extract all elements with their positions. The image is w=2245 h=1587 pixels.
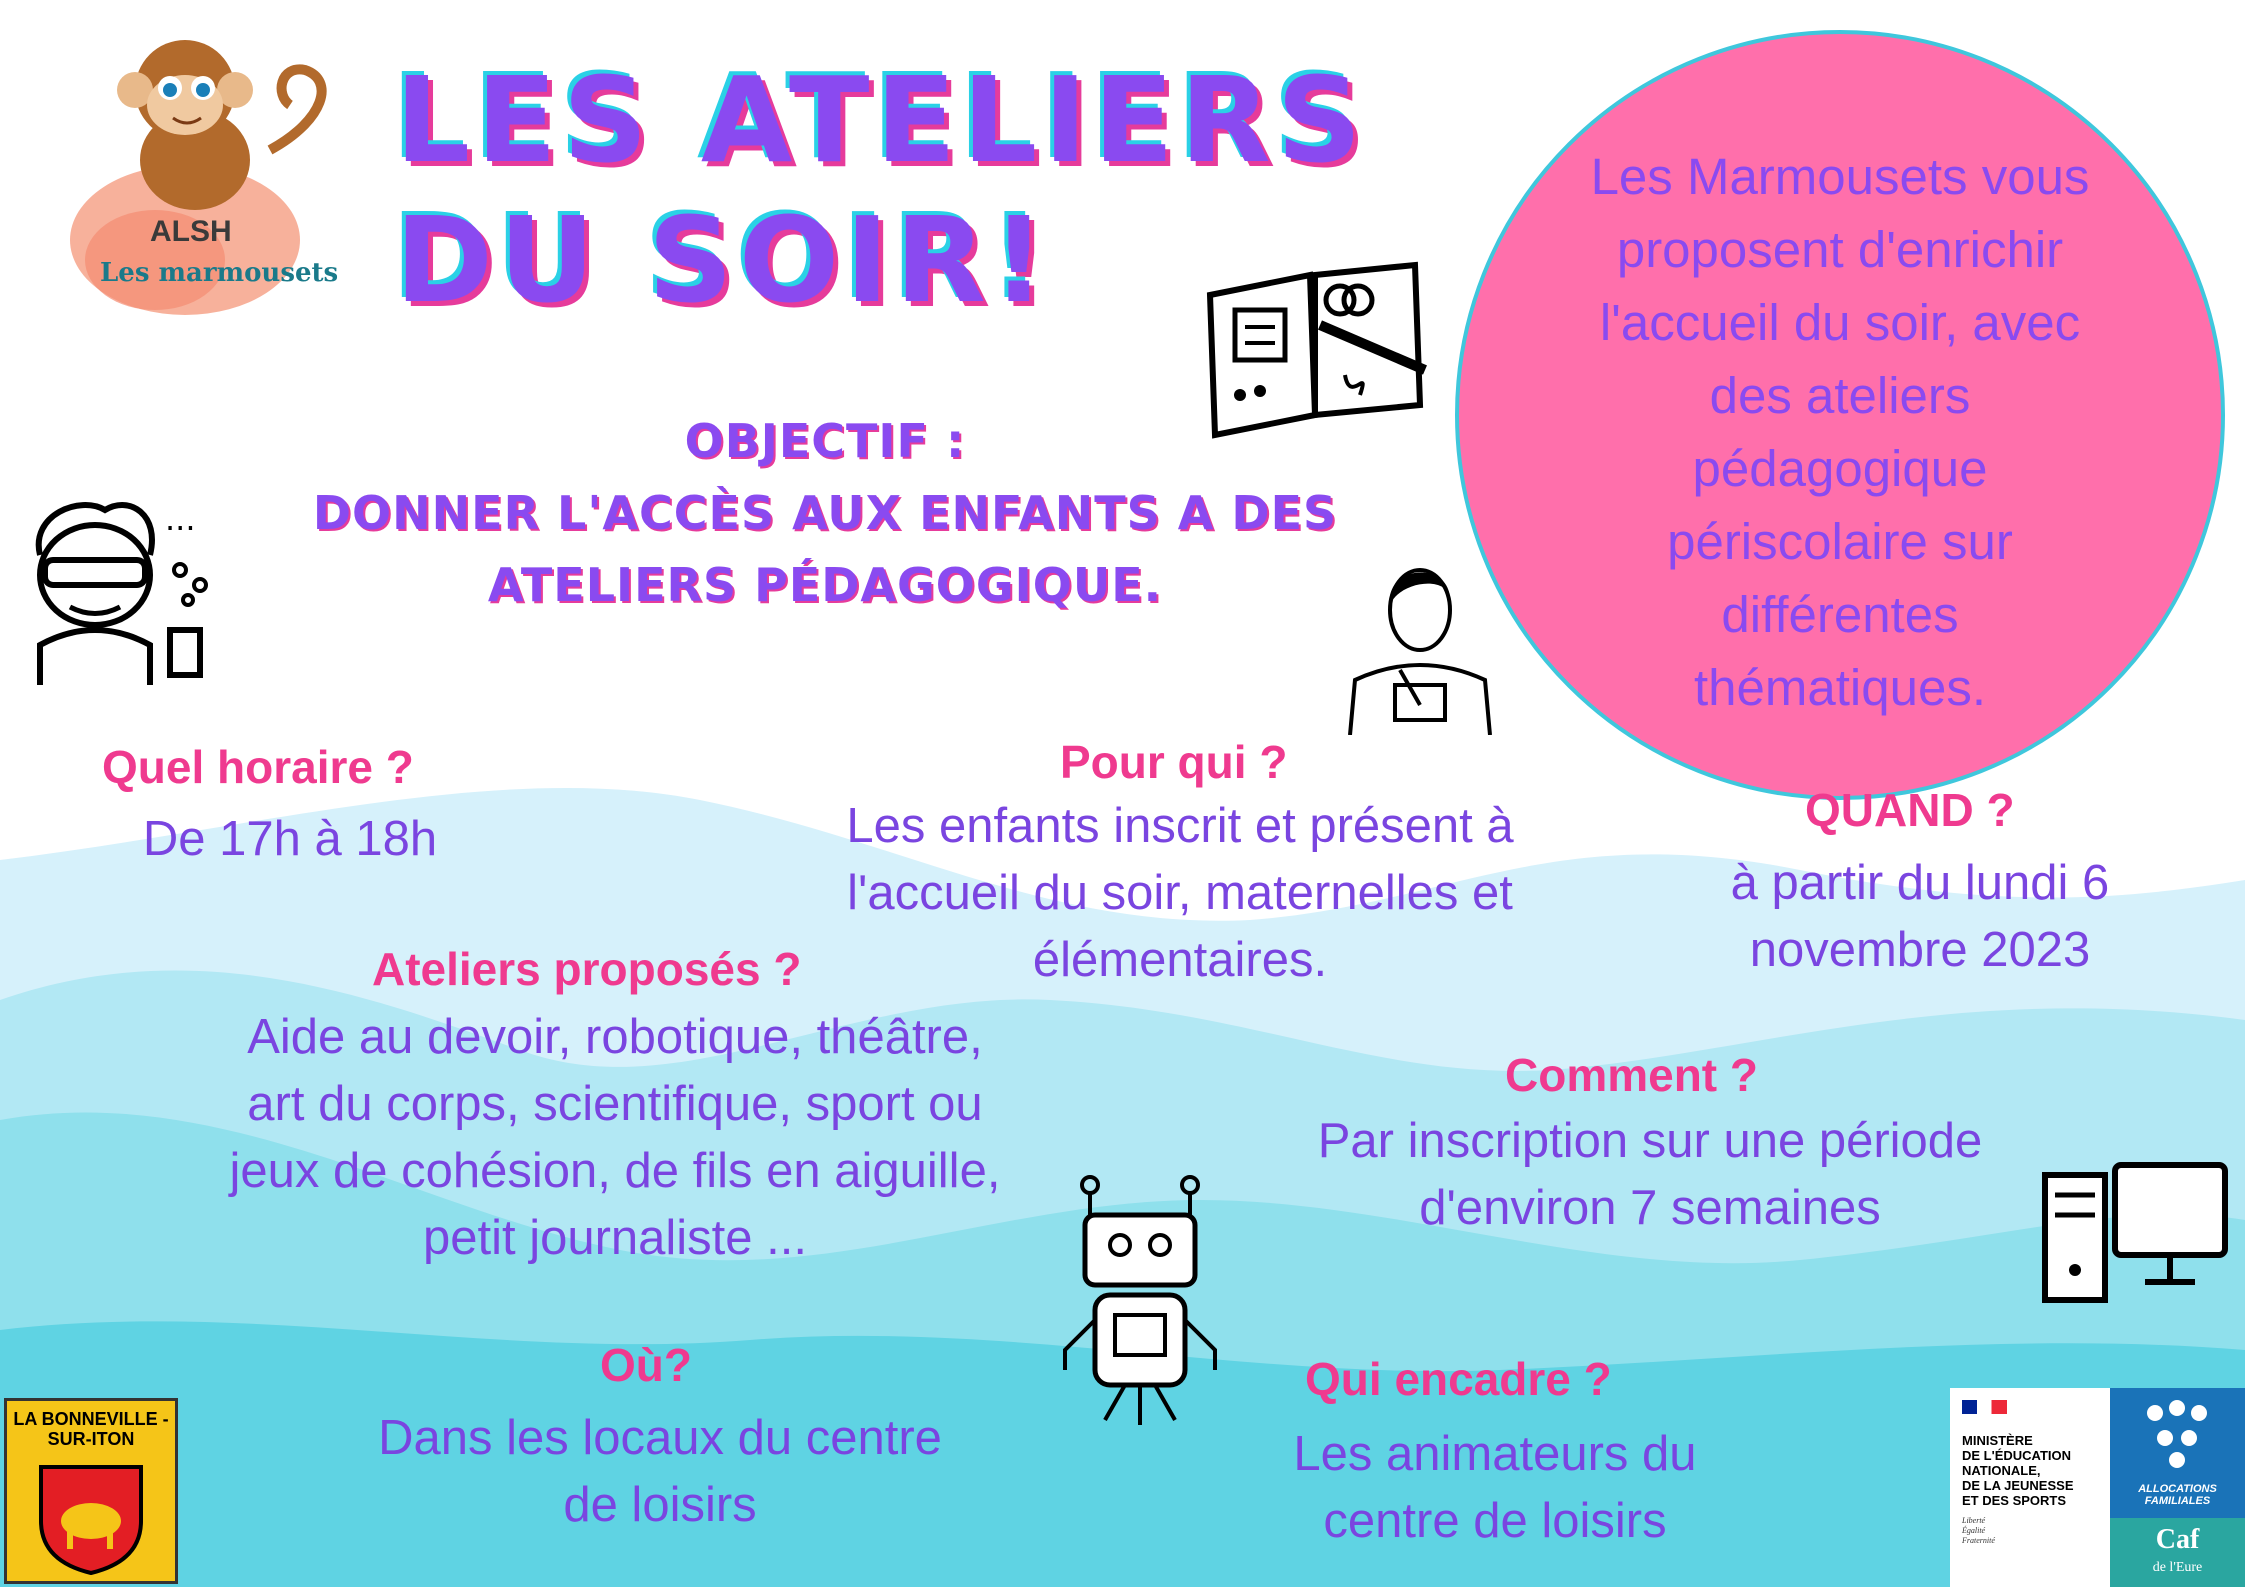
ministry-line: DE LA JEUNESSE: [1962, 1478, 2074, 1493]
quand-line: novembre 2023: [1749, 923, 2091, 977]
qui-encadre-heading: Qui encadre ?: [1305, 1353, 1612, 1405]
monkey-mascot-icon: [55, 10, 345, 340]
ateliers-line: petit journaliste ...: [422, 1211, 808, 1265]
ateliers-line: art du corps, scientifique, sport ou: [247, 1077, 983, 1131]
circle-line: périscolaire sur: [1667, 513, 2013, 570]
circle-line: différentes: [1721, 586, 1959, 643]
ou-line: de loisirs: [563, 1478, 757, 1532]
pour-qui-heading: Pour qui ?: [1060, 736, 1288, 788]
pour-qui-line: Les enfants inscrit et présent à: [846, 799, 1514, 853]
comment-line: Par inscription sur une période: [1317, 1114, 1983, 1168]
alsh-logo: [55, 10, 345, 340]
quand-line: à partir du lundi 6: [1730, 856, 2110, 910]
town-name: LA BONNEVILLE -SUR-ITON: [13, 1409, 169, 1449]
pour-qui-line: l'accueil du soir, maternelles et: [847, 866, 1513, 920]
circle-line: pédagogique: [1692, 440, 1988, 497]
circle-line: thématiques.: [1693, 659, 1986, 716]
caf-name: Caf: [2155, 1524, 2200, 1555]
circle-line: des ateliers: [1709, 367, 1971, 424]
coat-of-arms-icon: [35, 1461, 147, 1576]
alsh-label: ALSH: [150, 215, 232, 248]
french-flag-icon: [1962, 1400, 2007, 1414]
computer-icon: [2040, 1160, 2230, 1310]
qui-encadre-line: centre de loisirs: [1323, 1494, 1667, 1548]
ministry-line: MINISTÈRE: [1962, 1433, 2033, 1448]
quand-text: [1650, 850, 2190, 984]
ministry-line: ET DES SPORTS: [1962, 1493, 2067, 1508]
horaire-heading: Quel horaire ?: [102, 741, 414, 793]
caf-people-icon: [2135, 1398, 2220, 1473]
comment-line: d'environ 7 semaines: [1419, 1181, 1881, 1235]
scientist-icon: [10, 495, 210, 695]
ministry-line: NATIONALE,: [1962, 1463, 2041, 1478]
ministry-motto: [1962, 1516, 1995, 1546]
alsh-subtitle: Les marmousets: [100, 258, 339, 288]
comment-text: [1260, 1108, 2040, 1242]
qui-encadre-text: [1220, 1421, 1770, 1555]
circle-line: proposent d'enrichir: [1616, 221, 2064, 278]
motto-line: Liberté: [1962, 1516, 1986, 1525]
ateliers-heading: Ateliers proposés ?: [372, 943, 802, 995]
objectif-heading: OBJECTIF :: [684, 414, 966, 468]
robot-icon: [1055, 1170, 1230, 1435]
partners-logo: [1950, 1388, 2245, 1587]
circle-line: l'accueil du soir, avec: [1599, 294, 2081, 351]
ateliers-line: jeux de cohésion, de fils en aiguille,: [229, 1144, 1001, 1198]
ou-text: [290, 1405, 1030, 1539]
circle-line: Les Marmousets vous: [1590, 148, 2090, 205]
title-line-1: LES ATELIERS: [395, 51, 1368, 189]
ou-heading: Où?: [600, 1339, 692, 1391]
qui-encadre-line: Les animateurs du: [1293, 1427, 1697, 1481]
ou-line: Dans les locaux du centre: [378, 1411, 942, 1465]
caf-top-text: ALLOCATIONS FAMILIALES: [2138, 1483, 2217, 1507]
objectif-block: [300, 405, 1350, 621]
ministry-line: DE L'ÉDUCATION: [1962, 1448, 2072, 1463]
circle-text: [1520, 140, 2160, 724]
horaire-text: De 17h à 18h: [142, 812, 438, 866]
quand-heading: QUAND ?: [1805, 784, 2015, 836]
town-logo: [4, 1398, 178, 1584]
ateliers-text: [170, 1004, 1060, 1272]
caf-dept: de l'Eure: [2152, 1560, 2203, 1575]
objectif-line: DONNER L'ACCÈS AUX ENFANTS A DES: [312, 486, 1338, 540]
caf-logo: [2110, 1388, 2245, 1587]
motto-line: Fraternité: [1962, 1536, 1995, 1545]
pour-qui-text: [790, 793, 1570, 994]
teacher-icon: [1340, 555, 1500, 735]
comment-heading: Comment ?: [1505, 1049, 1758, 1101]
objectif-line: ATELIERS PÉDAGOGIQUE.: [487, 558, 1163, 612]
ateliers-line: Aide au devoir, robotique, théâtre,: [247, 1010, 983, 1064]
ministry-text: [1962, 1433, 2102, 1508]
svg-text:...: ...: [165, 500, 196, 538]
pour-qui-line: élémentaires.: [1032, 933, 1328, 987]
motto-line: Égalité: [1962, 1526, 1986, 1535]
title-line-2: DU SOIR!: [395, 191, 1052, 329]
